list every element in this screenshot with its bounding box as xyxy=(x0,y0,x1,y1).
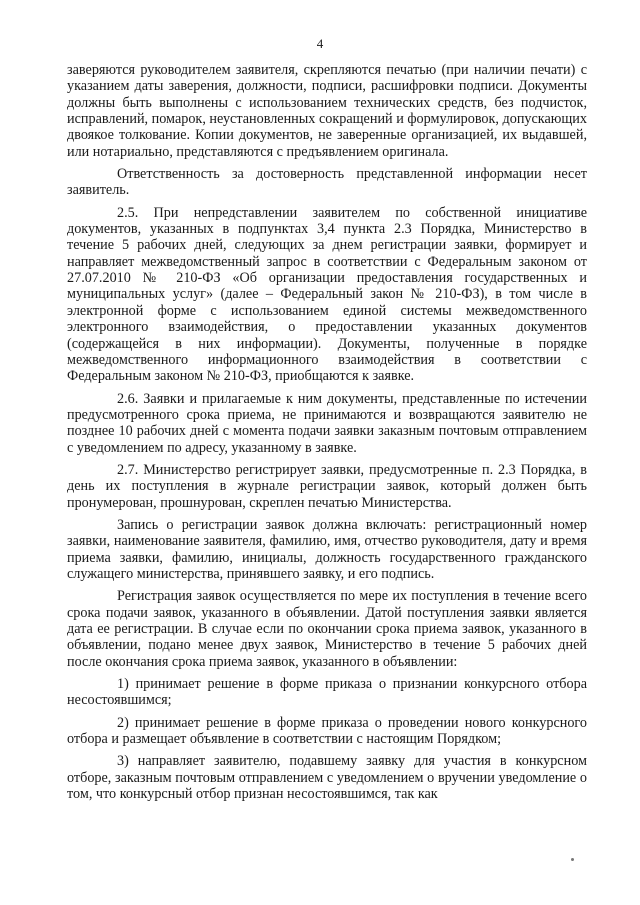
list-item: 3) направляет заявителю, подавшему заявку для участия в конкурсном отборе, заказным почтовым отправлением с уведомлением о вручении уведомление о том, что конкурсный отбор признан несостоявшимся, так как xyxy=(67,753,587,803)
list-item: 1) принимает решение в форме приказа о признании конкурсного отбора несостоявшимся; xyxy=(67,676,587,709)
paragraph: Регистрация заявок осуществляется по мере их поступления в течение всего срока подачи заявок, указанного в объявлении. Датой поступления заявки является дата ее регистрации. В случае если по окончании срока приема заявок, указанного в объявлении, подано менее двух заявок, Министерство в течение 5 рабочих дней после окончания срока приема заявок, указанного в объявлении: xyxy=(67,588,587,670)
paragraph: заверяются руководителем заявителя, скрепляются печатью (при наличии печати) с указанием даты заверения, должности, подписи, расшифровки подписи. Документы должны быть выполнены с использованием технических средств, без подчисток, исправлений, помарок, неустановленных сокращений и формулировок, допускающих двоякое толкование. Копии документов, не заверенные организацией, их выдавшей, или нотариально, представляются с предъявлением оригинала. xyxy=(67,62,587,160)
document-body xyxy=(67,62,587,802)
scan-speck xyxy=(571,858,574,861)
page-number: 4 xyxy=(316,36,324,51)
paragraph: 2.5. При непредставлении заявителем по собственной инициативе документов, указанных в подпунктах 3,4 пункта 2.3 Порядка, Министерство в течение 5 рабочих дней, следующих за днем регистрации заявки, формирует и направляет межведомственный запрос в соответствии с Федеральным законом от 27.07.2010 № 210-ФЗ «Об организации предоставления государственных и муниципальных услуг» (далее – Федеральный закон № 210-ФЗ), в том числе в электронной форме с использованием единой системы межведомственного электронного взаимодействия, о предоставлении указанных документов (содержащейся в них информации). Документы, полученные в порядке межведомственного информационного взаимодействия в соответствии с Федеральным законом № 210-ФЗ, приобщаются к заявке. xyxy=(67,204,587,385)
paragraph: 2.7. Министерство регистрирует заявки, предусмотренные п. 2.3 Порядка, в день их поступления в журнале регистрации заявок, который должен быть пронумерован, прошнурован, скреплен печатью Министерства. xyxy=(67,461,587,511)
list-item: 2) принимает решение в форме приказа о проведении нового конкурсного отбора и размещает объявление в соответствии с настоящим Порядком; xyxy=(67,714,587,748)
paragraph: 2.6. Заявки и прилагаемые к ним документы, представленные по истечении предусмотренного срока приема, не принимаются и возвращаются заявителю не позднее 10 рабочих дней с момента подачи заявки заказным почтовым отправлением с уведомлением по адресу, указанному в заявке. xyxy=(67,390,587,456)
paragraph: Запись о регистрации заявок должна включать: регистрационный номер заявки, наименование заявителя, фамилию, имя, отчество руководителя, дату и время приема заявки, фамилию, инициалы, должность государственного гражданского служащего министерства, принявшего заявку, и его подпись. xyxy=(67,516,587,582)
paragraph: Ответственность за достоверность представленной информации несет заявитель. xyxy=(67,166,587,199)
